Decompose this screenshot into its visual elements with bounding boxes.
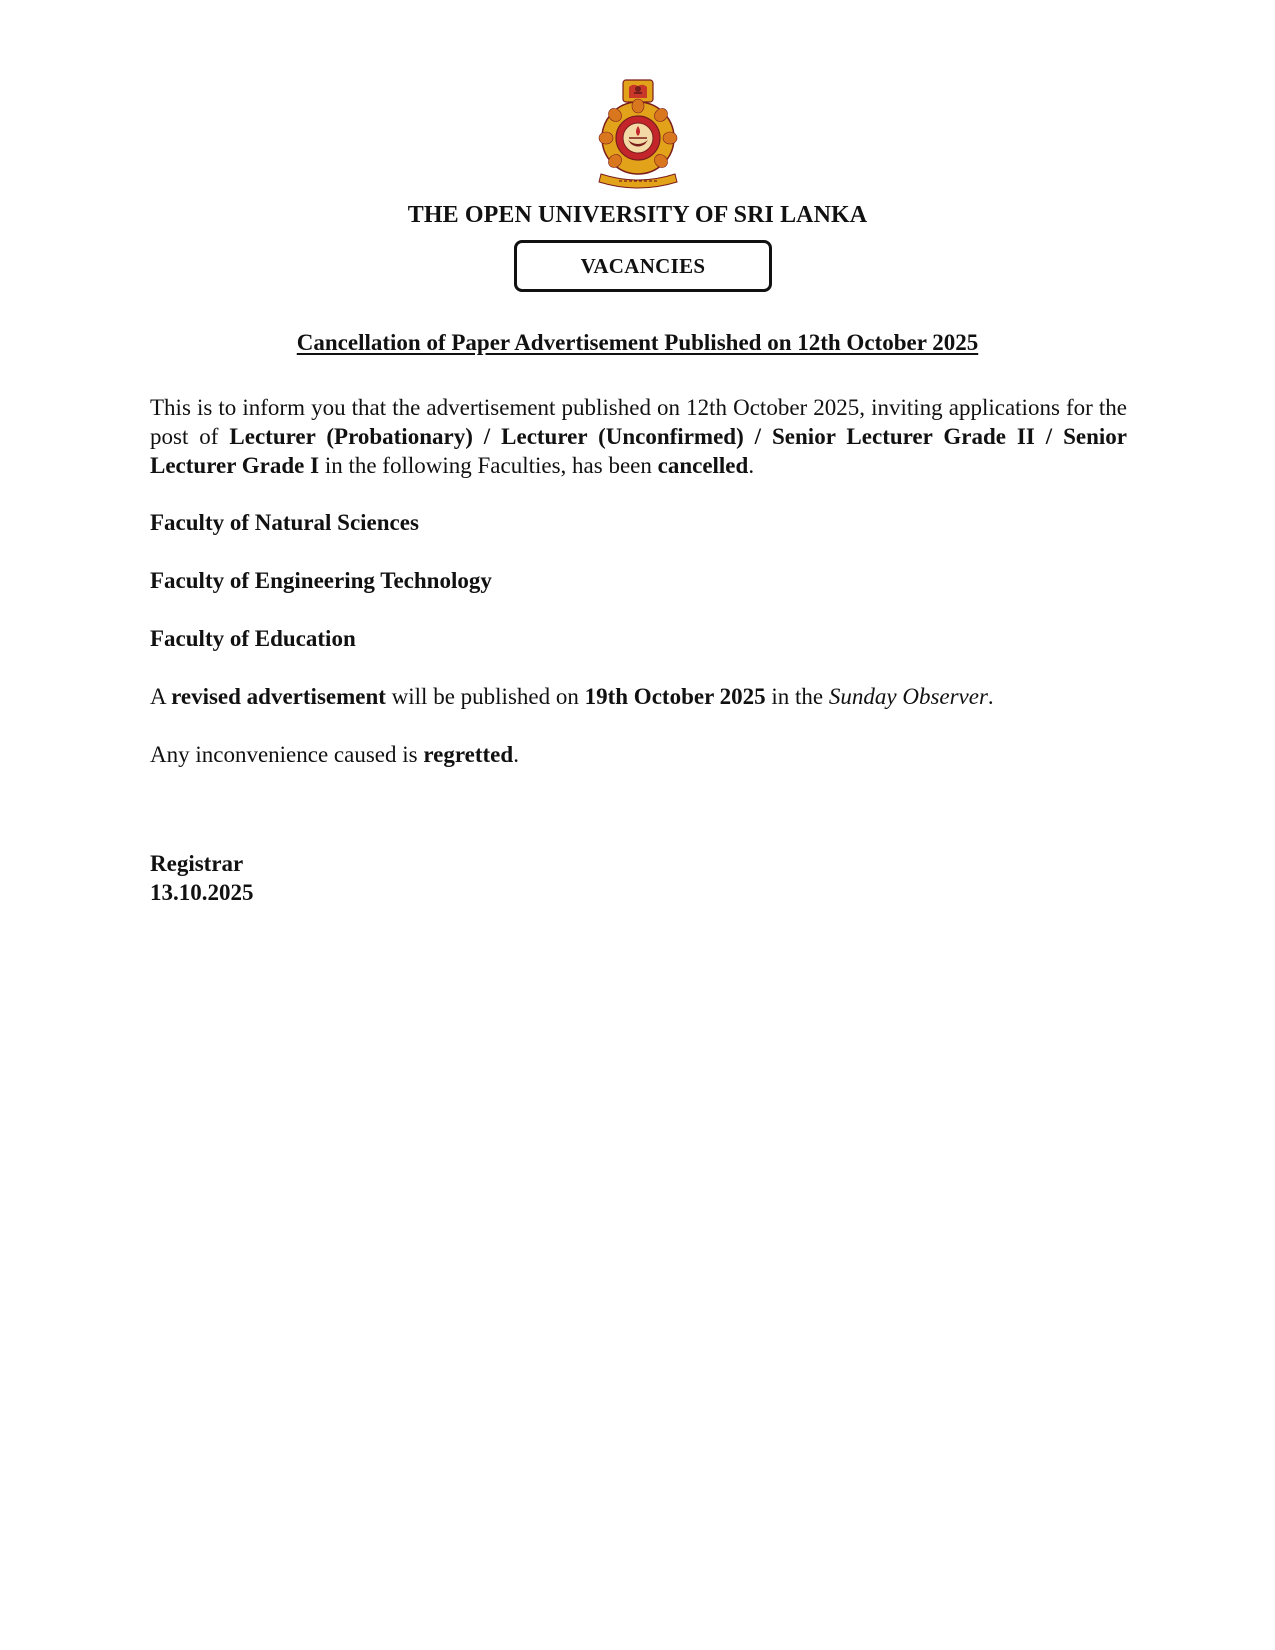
faculty-item: Faculty of Engineering Technology [150, 568, 492, 593]
revised-text-3: in the [765, 684, 829, 709]
revised-advertisement-paragraph [150, 682, 1127, 711]
vacancies-label-box [514, 240, 772, 292]
university-crest-logo [593, 78, 683, 190]
intro-paragraph [150, 393, 1127, 480]
revised-text-1: A [150, 684, 172, 709]
motto-ribbon [599, 174, 677, 188]
post-titles: Lecturer (Probationary) / Lecturer (Unconfirmed) / Senior Lecturer Grade II / Senior Lecturer Grade I [150, 424, 1128, 478]
signature-date: 13.10.2025 [150, 880, 254, 905]
university-name: THE OPEN UNIVERSITY OF SRI LANKA [407, 202, 868, 228]
intro-text-2: in the following Faculties, has been [319, 453, 658, 478]
revised-date: 19th October 2025 [584, 684, 766, 709]
cancelled-status: cancelled [657, 453, 749, 478]
faculty-item: Faculty of Education [150, 626, 356, 651]
regretted-bold: regretted [423, 742, 514, 767]
signatory-title: Registrar [150, 851, 244, 876]
revised-advertisement-bold: revised advertisement [171, 684, 386, 709]
vacancies-label: VACANCIES [580, 253, 706, 278]
apology-paragraph [150, 740, 1127, 769]
revised-text-2: will be published on [385, 684, 585, 709]
lion-emblem [623, 80, 653, 102]
apology-text-1: Any inconvenience caused is [150, 742, 424, 767]
intro-text-1: This is to inform you that the advertisement published on 12th October 2025, inviting applications for the post of [150, 395, 1127, 449]
faculty-item: Faculty of Natural Sciences [150, 510, 419, 535]
notice-heading: Cancellation of Paper Advertisement Published on 12th October 2025 [296, 330, 979, 355]
revised-text-4: . [987, 684, 994, 709]
intro-text-3: . [748, 453, 755, 478]
newspaper-name: Sunday Observer [828, 684, 988, 709]
logo-container [0, 78, 1275, 190]
apology-text-2: . [513, 742, 519, 767]
